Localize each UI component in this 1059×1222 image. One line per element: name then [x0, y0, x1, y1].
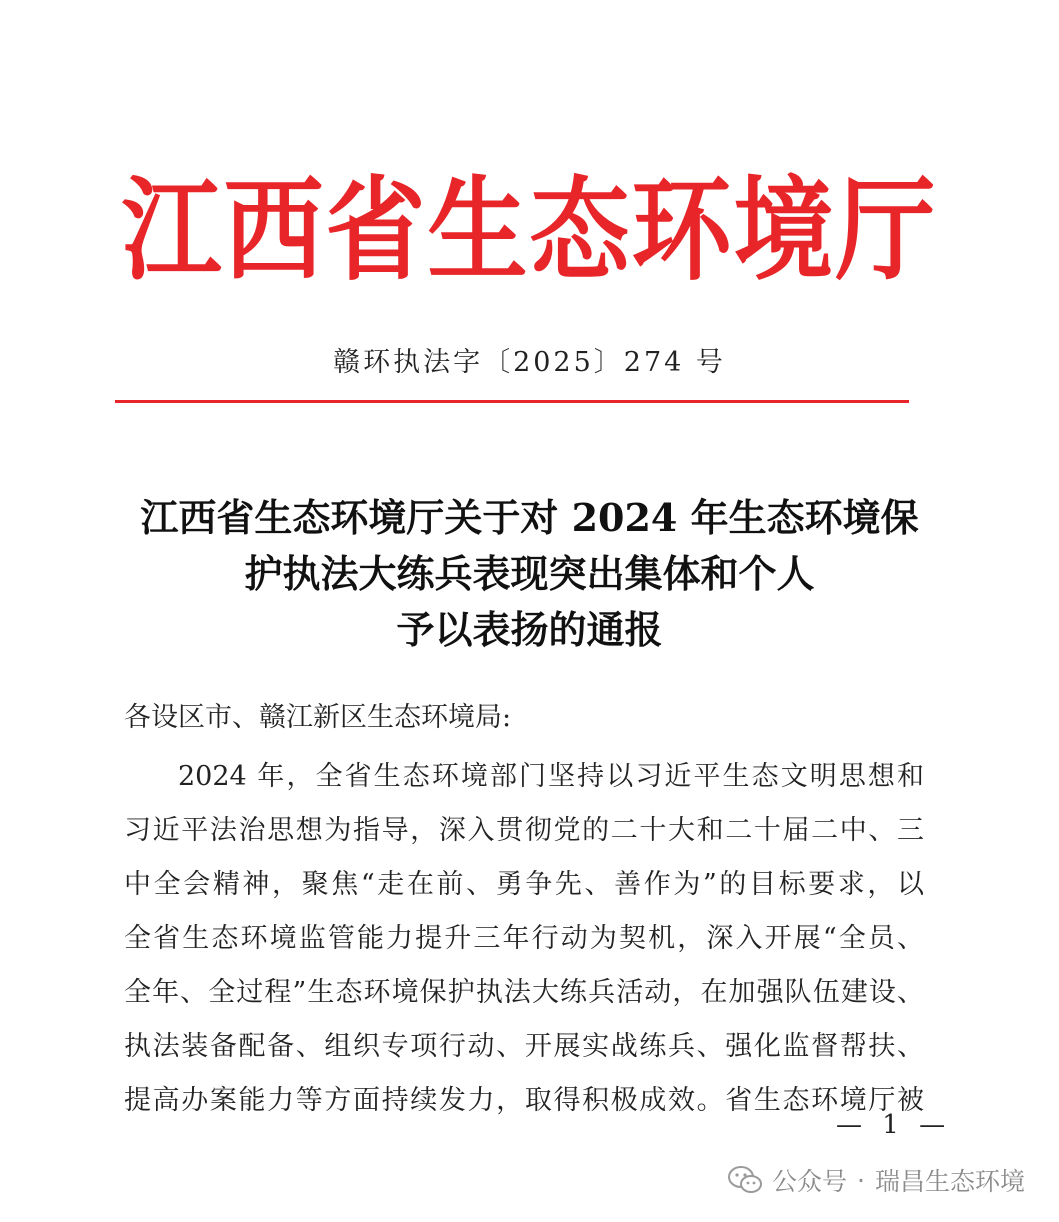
red-divider-line: [115, 400, 909, 403]
body-line: 执法装备配备、组织专项行动、开展实战练兵、强化监督帮扶、: [124, 1031, 924, 1062]
title-line-3: 予以表扬的通报: [396, 607, 663, 652]
body-line: 提高办案能力等方面持续发力，取得积极成效。省生态环境厅被: [124, 1085, 924, 1116]
body-line: 2024 年，全省生态环境部门坚持以习近平生态文明思想和: [178, 761, 924, 792]
watermark-account: 瑞昌生态环境: [874, 1167, 1025, 1196]
page-number: — 1 —: [836, 1110, 952, 1140]
agency-red-header: 江西省生态环境厅: [121, 163, 938, 297]
document-number: 赣环执法字〔2025〕274 号: [333, 347, 726, 378]
wechat-watermark: [728, 1162, 1025, 1198]
body-line: 习近平法治思想为指导，深入贯彻党的二十大和二十届二中、三: [124, 815, 924, 846]
document-title: [0, 490, 1059, 658]
title-line-2: 护执法大练兵表现突出集体和个人: [244, 551, 815, 596]
title-line-1: 江西省生态环境厅关于对 2024 年生态环境保: [140, 495, 919, 540]
watermark-label: 公众号: [772, 1167, 848, 1196]
salutation: 各设区市、赣江新区生态环境局:: [124, 702, 512, 733]
wechat-icon: [728, 1166, 762, 1194]
body-line: 全省生态环境监管能力提升三年行动为契机，深入开展“全员、: [124, 923, 924, 954]
watermark-separator: ·: [857, 1165, 865, 1195]
body-line: 中全会精神，聚焦“走在前、勇争先、善作为”的目标要求，以: [124, 869, 924, 900]
body-text: [124, 750, 924, 1128]
body-line: 全年、全过程”生态环境保护执法大练兵活动，在加强队伍建设、: [124, 977, 924, 1008]
